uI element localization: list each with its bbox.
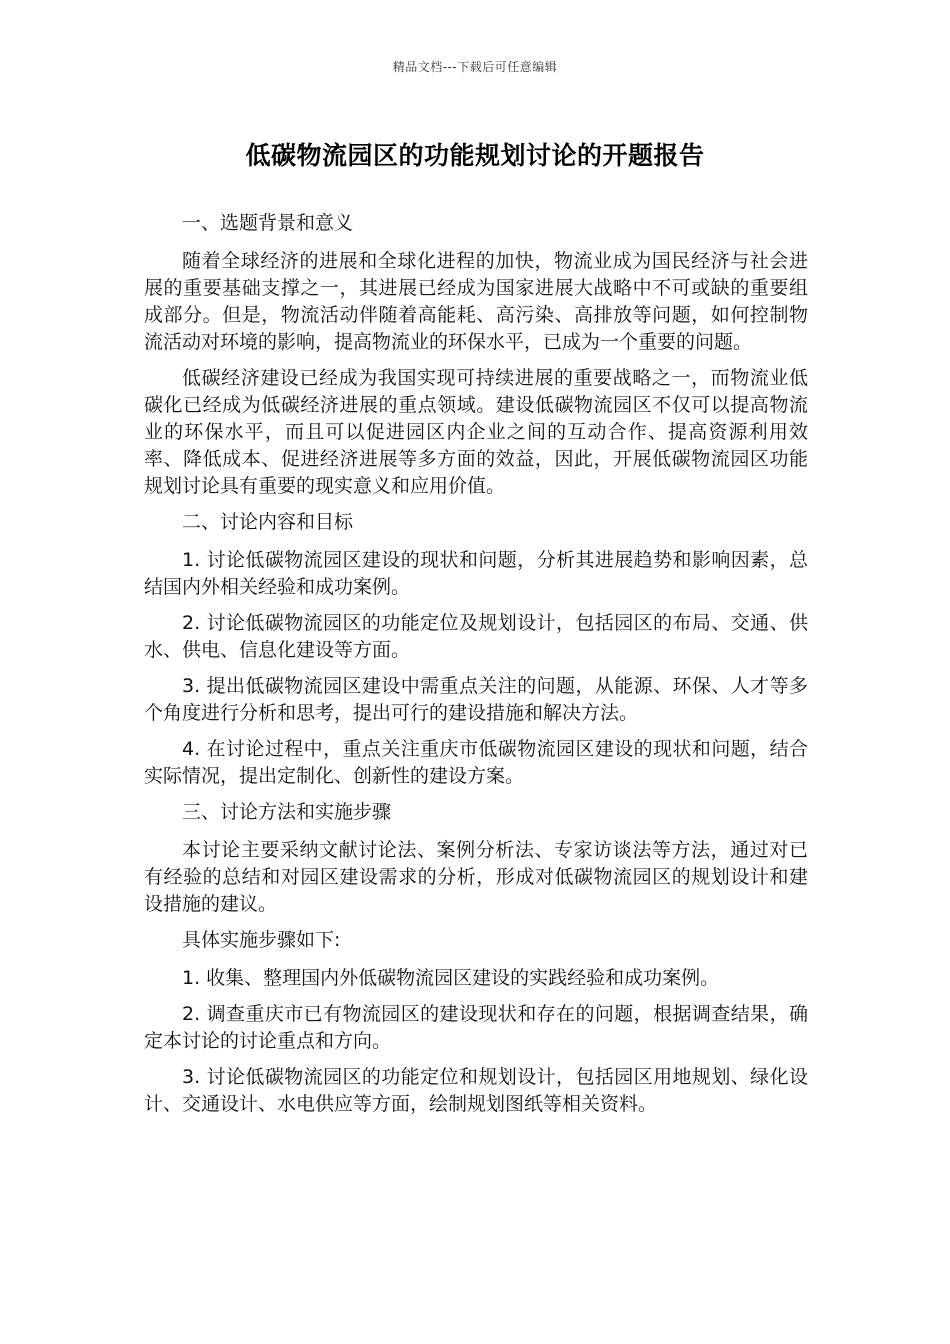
section-heading-background: 一、选题背景和意义 [182, 212, 354, 234]
paragraph: 本讨论主要采纳文献讨论法、案例分析法、专家访谈法等方法，通过对已有经验的总结和对园区建设需求的分析，形成对低碳物流园区的规划设计和建设措施的建议。 [144, 839, 808, 915]
list-item: 4. 在讨论过程中，重点关注重庆市低碳物流园区建设的现状和问题，结合实际情况，提出定制化、创新性的建设方案。 [144, 738, 808, 787]
section-heading-methods: 三、讨论方法和实施步骤 [182, 801, 392, 823]
document-title: 低碳物流园区的功能规划讨论的开题报告 [245, 141, 705, 170]
header-note: 精品文档---下载后可任意编辑 [392, 60, 558, 74]
list-item: 2. 讨论低碳物流园区的功能定位及规划设计，包括园区的布局、交通、供水、供电、信息化建设等方面。 [144, 612, 808, 661]
list-item: 1. 讨论低碳物流园区建设的现状和问题，分析其进展趋势和影响因素，总结国内外相关经验和成功案例。 [144, 549, 808, 598]
list-item: 1. 收集、整理国内外低碳物流园区建设的实践经验和成功案例。 [182, 967, 720, 989]
section-heading-content-goals: 二、讨论内容和目标 [182, 511, 354, 533]
paragraph: 随着全球经济的进展和全球化进程的加快，物流业成为国民经济与社会进展的重要基础支撑之一，其进展已经成为国家进展大战略中不可或缺的重要组成部分。但是，物流活动伴随着高能耗、高污染、高排放等问题，如何控制物流活动对环境的影响，提高物流业的环保水平，已成为一个重要的问题。 [144, 250, 808, 353]
steps-intro: 具体实施步骤如下: [182, 929, 341, 951]
document-body [144, 210, 808, 1127]
list-item: 2. 调查重庆市已有物流园区的建设现状和存在的问题，根据调查结果，确定本讨论的讨论重点和方向。 [144, 1003, 808, 1052]
paragraph: 低碳经济建设已经成为我国实现可持续进展的重要战略之一，而物流业低碳化已经成为低碳经济进展的重点领域。建设低碳物流园区不仅可以提高物流业的环保水平，而且可以促进园区内企业之间的互动合作、提高资源利用效率、降低成本、促进经济进展等多方面的效益，因此，开展低碳物流园区功能规划讨论具有重要的现实意义和应用价值。 [144, 367, 808, 497]
list-item: 3. 提出低碳物流园区建设中需重点关注的问题，从能源、环保、人才等多个角度进行分析和思考，提出可行的建设措施和解决方法。 [144, 675, 808, 724]
list-item: 3. 讨论低碳物流园区的功能定位和规划设计，包括园区用地规划、绿化设计、交通设计、水电供应等方面，绘制规划图纸等相关资料。 [144, 1066, 808, 1115]
